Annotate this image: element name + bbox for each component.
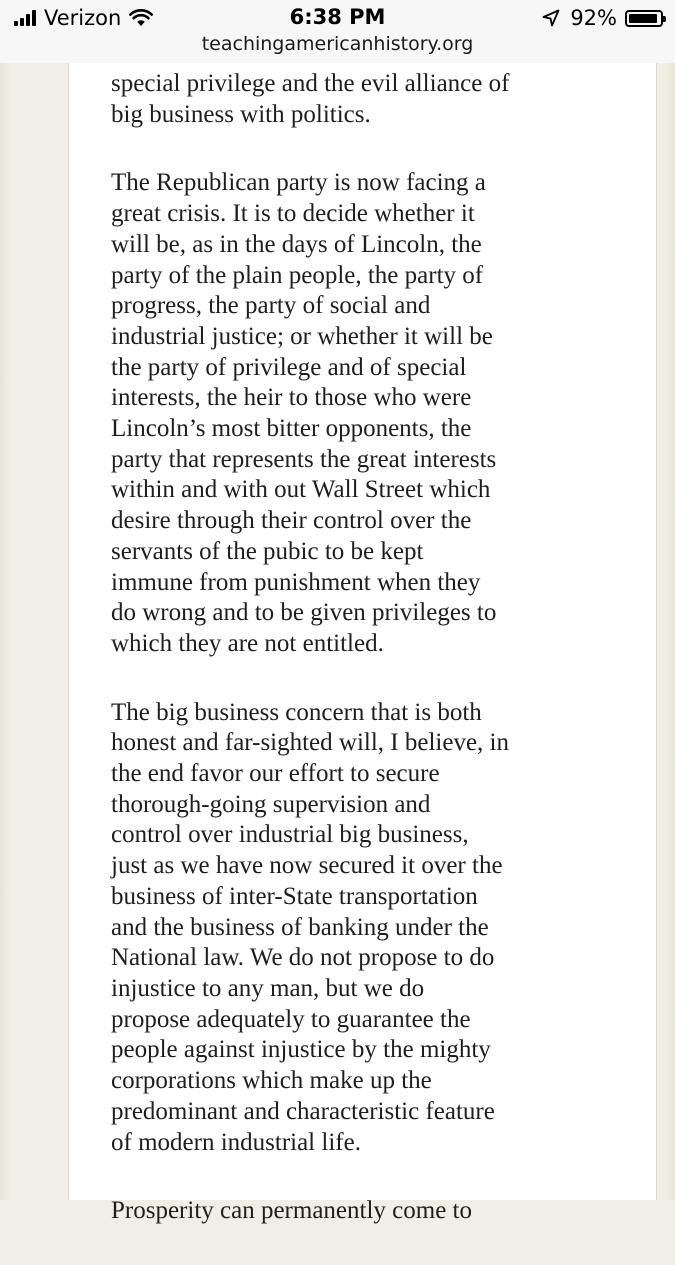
paragraph-line: interests, the heir to those who were	[111, 384, 472, 412]
paragraph-line: which they are not entitled.	[111, 629, 384, 657]
paragraph-line: predominant and characteristic feature	[111, 1097, 495, 1125]
status-bar	[0, 0, 675, 36]
paragraph-line: injustice to any man, but we do	[111, 974, 425, 1002]
battery-percent: 92%	[570, 6, 617, 30]
article-paragraph	[111, 69, 641, 130]
paragraph-line: great crisis. It is to decide whether it	[111, 200, 475, 228]
paragraph-line: Prosperity can permanently come to	[111, 1197, 472, 1225]
paragraph-line: Lincoln’s most bitter opponents, the	[111, 415, 472, 443]
paragraph-line: and the business of banking under the	[111, 913, 489, 941]
paragraph-line: control over industrial big business,	[111, 821, 469, 849]
url-bar[interactable]: teachingamericanhistory.org	[0, 33, 675, 63]
paragraph-line: National law. We do not propose to do	[111, 944, 495, 972]
paragraph-line: corporations which make up the	[111, 1067, 432, 1095]
article-text	[111, 69, 641, 1265]
paragraph-line: industrial justice; or whether it will be	[111, 322, 493, 350]
paragraph-line: of modern industrial life.	[111, 1128, 361, 1156]
paragraph-line: party of the plain people, the party of	[111, 261, 484, 289]
battery-group	[542, 5, 663, 31]
paragraph-line: do wrong and to be given privileges to	[111, 599, 497, 627]
paragraph-line: immune from punishment when they	[111, 568, 481, 596]
page-margin-right	[665, 63, 675, 1200]
paragraph-line: will be, as in the days of Lincoln, the	[111, 230, 482, 258]
paragraph-line: desire through their control over the	[111, 507, 472, 535]
paragraph-line: business of inter-State transportation	[111, 882, 478, 910]
paragraph-line: thorough-going supervision and	[111, 790, 431, 818]
paragraph-line: servants of the pubic to be kept	[111, 537, 424, 565]
paragraph-line: honest and far-sighted will, I believe, in	[111, 729, 509, 757]
article-paragraph	[111, 1196, 641, 1227]
paragraph-line: just as we have now secured it over the	[111, 852, 503, 880]
article-paragraph	[111, 168, 641, 659]
web-page[interactable]	[0, 63, 675, 1225]
paragraph-line: the end favor our effort to secure	[111, 760, 440, 788]
paragraph-line: progress, the party of social and	[111, 292, 431, 320]
paragraph-line: the party of privilege and of special	[111, 353, 467, 381]
page-margin-left	[0, 63, 10, 1200]
carrier-name: Verizon	[44, 6, 122, 30]
paragraph-line: within and with out Wall Street which	[111, 476, 491, 504]
article-paragraph	[111, 698, 641, 1159]
paragraph-line: party that represents the great interests	[111, 445, 497, 473]
status-time: 6:38 PM	[289, 5, 386, 29]
paragraph-line: special privilege and the evil alliance of	[111, 70, 510, 97]
paragraph-line: big business with politics.	[111, 100, 371, 128]
battery-fill	[629, 14, 657, 23]
paragraph-line: The big business concern that is both	[111, 698, 482, 726]
battery-icon	[625, 10, 663, 27]
article-content	[68, 63, 657, 1225]
location-arrow-icon	[542, 9, 560, 27]
paragraph-line: The Republican party is now facing a	[111, 169, 486, 197]
paragraph-line: people against injustice by the mighty	[111, 1036, 491, 1064]
paragraph-line: propose adequately to guarantee the	[111, 1005, 471, 1033]
